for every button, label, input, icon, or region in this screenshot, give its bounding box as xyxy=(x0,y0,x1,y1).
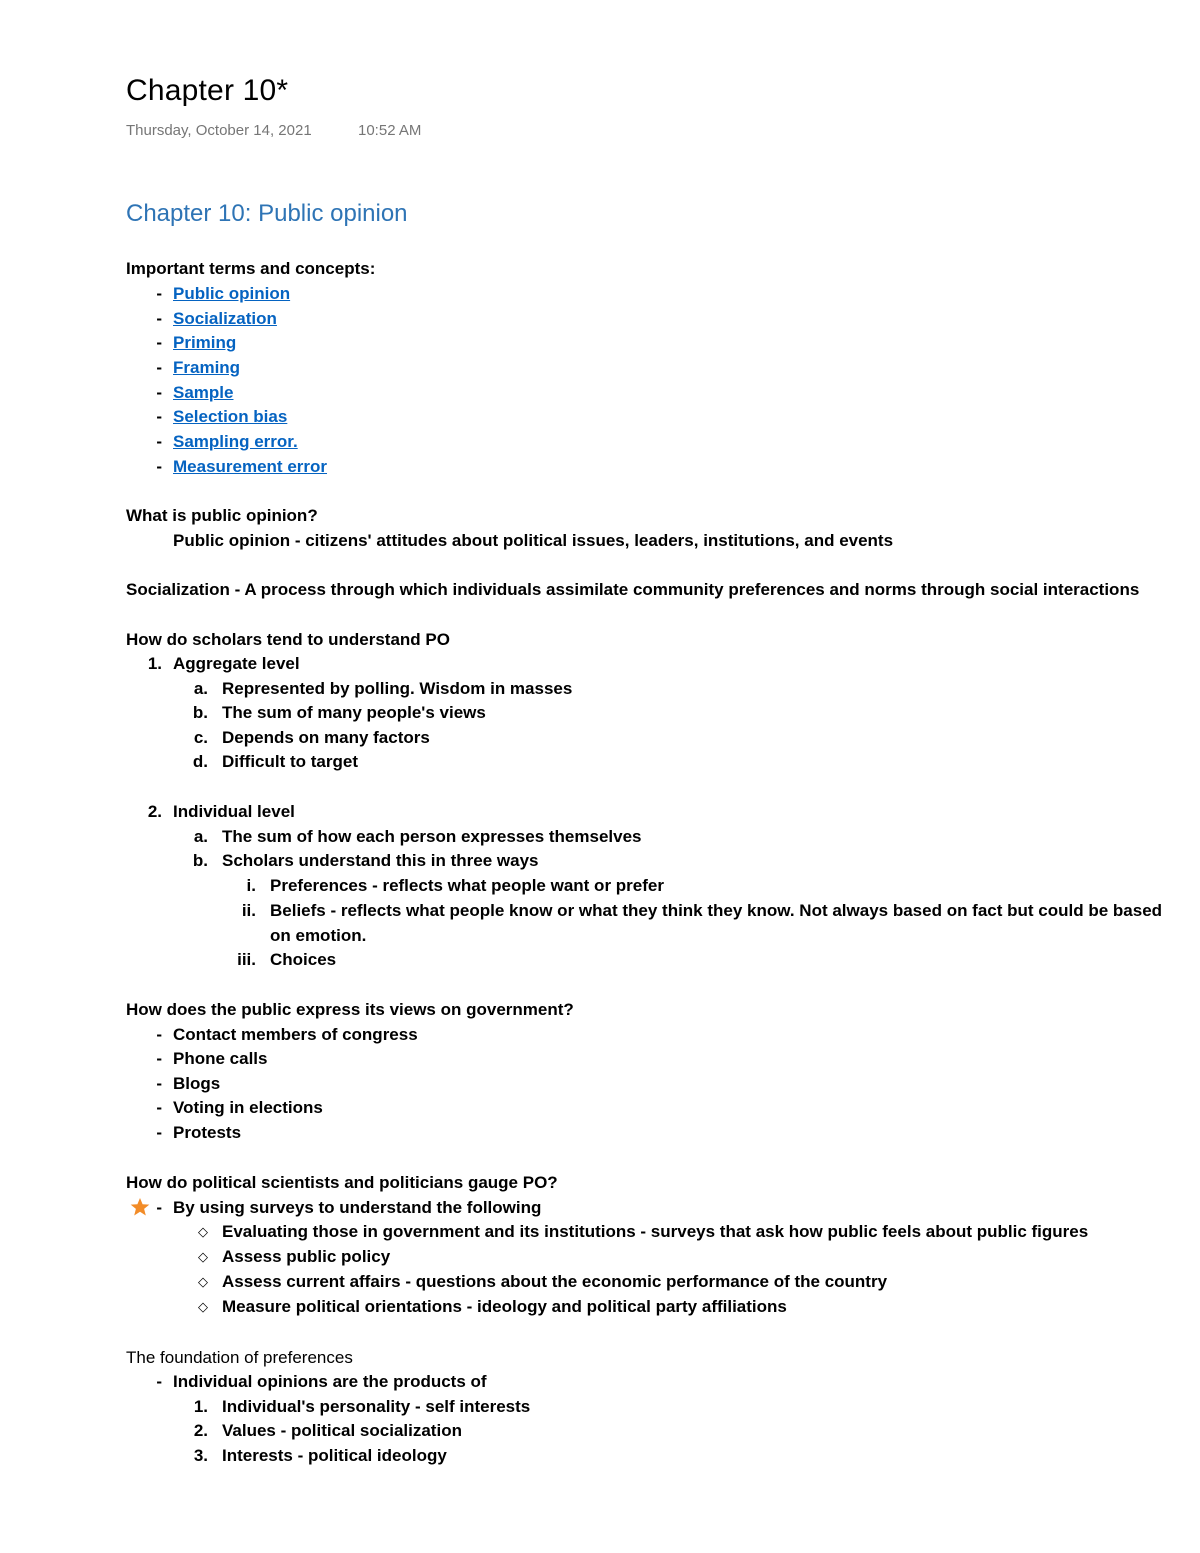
gauge-item: Evaluating those in government and its institutions - surveys that ask how public feels about public figures xyxy=(222,1222,1089,1241)
diamond-bullet-icon: ◇ xyxy=(198,1299,208,1314)
aggregate-item: The sum of many people's views xyxy=(222,703,486,722)
list-number: 1. xyxy=(193,1397,208,1416)
list-letter: a. xyxy=(193,679,208,698)
bullet-dash: - xyxy=(156,1098,162,1117)
bullet-dash: - xyxy=(156,383,162,402)
individual-item: The sum of how each person expresses themselves xyxy=(222,827,642,846)
list-letter: a. xyxy=(193,827,208,846)
term-link-sample[interactable]: Sample xyxy=(173,383,234,402)
list-number: 3. xyxy=(193,1446,208,1465)
list-letter: d. xyxy=(192,752,208,771)
bullet-dash: - xyxy=(156,1372,162,1391)
question-scholars: How do scholars tend to understand PO xyxy=(126,630,450,649)
list-letter: c. xyxy=(193,728,208,747)
gauge-item: Measure political orientations - ideology and political party affiliations xyxy=(222,1297,787,1316)
diamond-bullet-icon: ◇ xyxy=(198,1224,208,1239)
list-roman: i. xyxy=(246,876,256,895)
bullet-dash: - xyxy=(156,1198,162,1217)
list-number: 2. xyxy=(147,802,162,821)
way-item: Preferences - reflects what people want or prefer xyxy=(270,876,664,895)
aggregate-item: Depends on many factors xyxy=(222,728,430,747)
aggregate-item: Represented by polling. Wisdom in masses xyxy=(222,679,573,698)
gauge-item: Assess current affairs - questions about the economic performance of the country xyxy=(222,1272,888,1291)
foundation-item: Values - political socialization xyxy=(222,1421,462,1440)
bullet-dash: - xyxy=(156,309,162,328)
list-letter: b. xyxy=(192,851,208,870)
term-link-socialization[interactable]: Socialization xyxy=(173,309,277,328)
doc-heading: Chapter 10: Public opinion xyxy=(126,200,408,227)
bullet-dash: - xyxy=(156,333,162,352)
individual-item: Scholars understand this in three ways xyxy=(222,851,539,870)
term-link-framing[interactable]: Framing xyxy=(173,358,241,377)
list-letter: b. xyxy=(192,703,208,722)
foundation-heading: The foundation of preferences xyxy=(126,1348,353,1367)
way-item: Beliefs - reflects what people know or what they think they know. Not always based on fact but could be based xyxy=(270,901,1163,920)
express-item: Phone calls xyxy=(173,1049,268,1068)
aggregate-item: Difficult to target xyxy=(222,752,358,771)
question-express: How does the public express its views on government? xyxy=(126,1000,574,1019)
diamond-bullet-icon: ◇ xyxy=(198,1249,208,1264)
list-roman: ii. xyxy=(241,901,256,920)
bullet-dash: - xyxy=(156,284,162,303)
page-time: 10:52 AM xyxy=(358,122,422,139)
question-what-is-po: What is public opinion? xyxy=(126,506,318,525)
star-icon xyxy=(130,1197,150,1217)
definition-socialization: Socialization - A process through which individuals assimilate community preferences and norms through social interactions xyxy=(126,580,1140,599)
bullet-dash: - xyxy=(156,407,162,426)
list-number: 1. xyxy=(147,654,162,673)
term-link-measurement-error[interactable]: Measurement error xyxy=(173,457,328,476)
express-item: Protests xyxy=(173,1123,242,1142)
bullet-dash: - xyxy=(156,1049,162,1068)
foundation-item: Interests - political ideology xyxy=(222,1446,447,1465)
diamond-bullet-icon: ◇ xyxy=(198,1274,208,1289)
bullet-dash: - xyxy=(156,1074,162,1093)
bullet-dash: - xyxy=(156,432,162,451)
list-roman: iii. xyxy=(237,950,256,969)
gauge-intro: By using surveys to understand the following xyxy=(173,1198,542,1217)
bullet-dash: - xyxy=(156,1025,162,1044)
express-item: Contact members of congress xyxy=(173,1025,418,1044)
aggregate-level-label: Aggregate level xyxy=(173,654,300,673)
page-date: Thursday, October 14, 2021 xyxy=(126,122,312,139)
term-link-priming[interactable]: Priming xyxy=(173,333,237,352)
list-number: 2. xyxy=(193,1421,208,1440)
bullet-dash: - xyxy=(156,457,162,476)
term-link-sampling-error[interactable]: Sampling error. xyxy=(173,432,298,451)
way-item: Choices xyxy=(270,950,337,969)
definition-public-opinion: Public opinion - citizens' attitudes about political issues, leaders, institutions, and events xyxy=(173,531,894,550)
express-item: Voting in elections xyxy=(173,1098,323,1117)
foundation-intro: Individual opinions are the products of xyxy=(173,1372,487,1391)
way-item-continued: on emotion. xyxy=(270,926,367,945)
individual-level-label: Individual level xyxy=(173,802,295,821)
question-gauge: How do political scientists and politicians gauge PO? xyxy=(126,1173,558,1192)
bullet-dash: - xyxy=(156,358,162,377)
foundation-item: Individual's personality - self interests xyxy=(222,1397,531,1416)
term-link-selection-bias[interactable]: Selection bias xyxy=(173,407,288,426)
term-link-public-opinion[interactable]: Public opinion xyxy=(173,284,291,303)
express-item: Blogs xyxy=(173,1074,221,1093)
page-title: Chapter 10* xyxy=(126,74,289,107)
gauge-item: Assess public policy xyxy=(222,1247,391,1266)
bullet-dash: - xyxy=(156,1123,162,1142)
terms-label: Important terms and concepts: xyxy=(126,259,376,278)
